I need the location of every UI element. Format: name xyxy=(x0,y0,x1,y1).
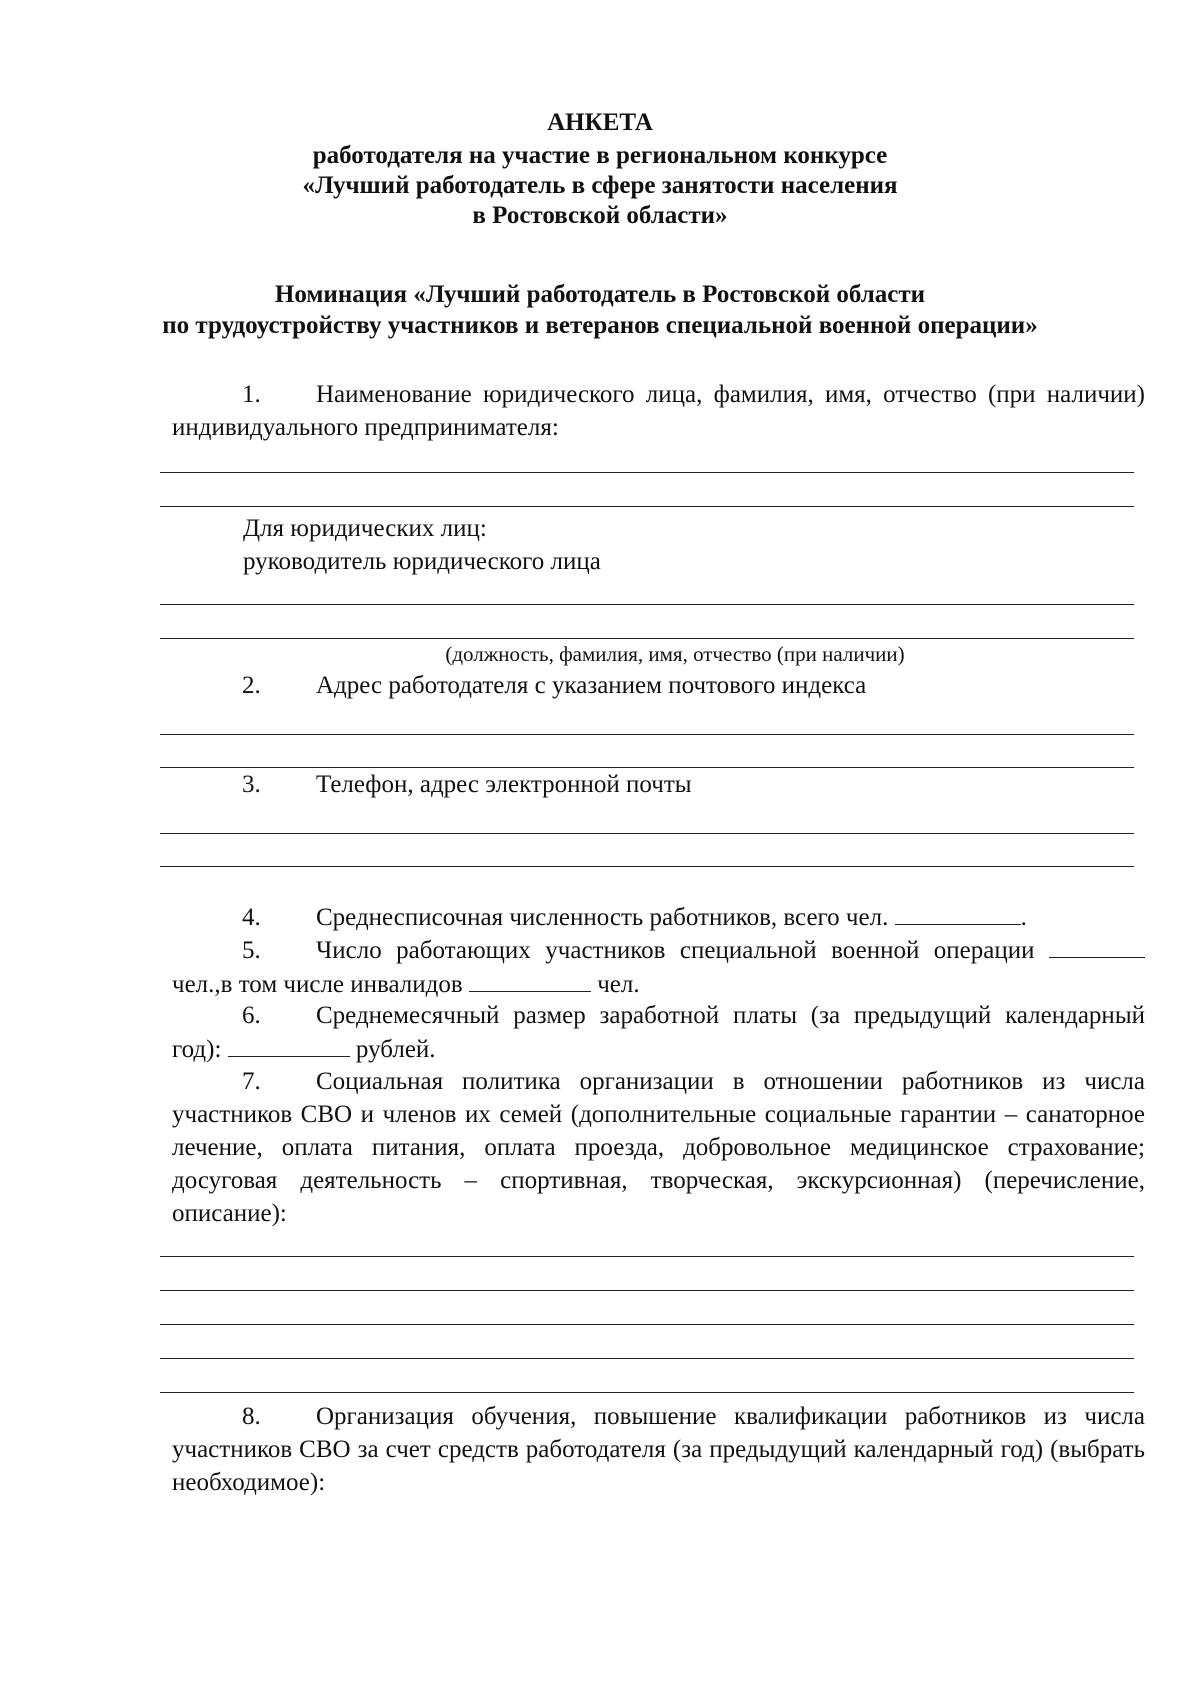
item-7 xyxy=(172,1065,1145,1230)
answer-line[interactable] xyxy=(160,1290,1134,1291)
item-7-text: Социальная политика организации в отношении работников из числа участников СВО и членов их семей (дополнительные социальные гарантии – санаторное лечение, оплата питания, оплата проезда, добровольное медицинское страхование; досуговая деятельность – спортивная, творческая, экскурсионная) (перечисление, описание): xyxy=(172,1068,1145,1227)
item-5-number: 5. xyxy=(242,937,261,964)
item-3 xyxy=(172,768,1145,801)
nomination-line2: по трудоустройству участников и ветеранов специальной военной операции» xyxy=(162,312,1038,339)
item-1 xyxy=(172,378,1145,444)
item-8-text: Организация обучения, повышение квалификации работников из числа участников СВО за счет средств работодателя (за предыдущий календарный год) (выбрать необходимое): xyxy=(172,1403,1145,1496)
document-subtitle-line3: в Ростовской области» xyxy=(472,202,728,229)
item-8 xyxy=(172,1400,1145,1499)
headcount-field[interactable] xyxy=(895,900,1021,925)
item-6-end: рублей. xyxy=(355,1036,436,1063)
item-5-text: Число работающих участников специальной военной операции xyxy=(316,937,1035,964)
item-4-text: Среднесписочная численность работников, всего чел. xyxy=(316,904,889,931)
answer-line[interactable] xyxy=(160,833,1134,834)
item-5-end: чел. xyxy=(597,971,640,998)
item-1-text: Наименование юридического лица, фамилия, имя, отчество (при наличии) индивидуального предпринимателя: xyxy=(172,381,1145,441)
disabled-count-field[interactable] xyxy=(469,967,591,992)
answer-line[interactable] xyxy=(160,1358,1134,1359)
item-6 xyxy=(172,999,1145,1066)
answer-line[interactable] xyxy=(160,638,1134,639)
item-8-number: 8. xyxy=(242,1403,261,1430)
item-2-text: Адрес работодателя с указанием почтового индекса xyxy=(316,672,867,699)
item-5-mid: чел.,в том числе инвалидов xyxy=(172,971,463,998)
answer-line[interactable] xyxy=(160,506,1134,507)
item-4-end: . xyxy=(1020,904,1027,931)
field-caption: (должность, фамилия, имя, отчество (при наличии) xyxy=(445,642,905,666)
item-6-text: Среднемесячный размер заработной платы (за предыдущий календарный год): xyxy=(172,1002,1145,1063)
item-4-number: 4. xyxy=(242,904,261,931)
item-1-number: 1. xyxy=(242,381,261,408)
legal-entity-head-label: руководитель юридического лица xyxy=(243,548,601,575)
answer-line[interactable] xyxy=(160,734,1134,735)
item-7-number: 7. xyxy=(242,1068,261,1095)
item-3-text: Телефон, адрес электронной почты xyxy=(316,771,692,798)
svo-participants-count-field[interactable] xyxy=(1049,933,1145,958)
answer-line[interactable] xyxy=(160,1324,1134,1325)
average-salary-field[interactable] xyxy=(228,1032,350,1057)
answer-line[interactable] xyxy=(160,472,1134,473)
item-5 xyxy=(172,933,1145,1001)
item-2 xyxy=(172,669,1145,702)
item-4 xyxy=(172,900,1145,934)
answer-line[interactable] xyxy=(160,1256,1134,1257)
document-subtitle-line2: «Лучший работодатель в сфере занятости населения xyxy=(302,172,898,199)
document-title: АНКЕТА xyxy=(547,109,653,136)
item-2-number: 2. xyxy=(242,672,261,699)
answer-line[interactable] xyxy=(160,604,1134,605)
document-subtitle-line1: работодателя на участие в региональном конкурсе xyxy=(312,142,888,169)
item-6-number: 6. xyxy=(242,1002,261,1029)
item-3-number: 3. xyxy=(242,771,261,798)
answer-line[interactable] xyxy=(160,1392,1134,1393)
answer-line[interactable] xyxy=(160,866,1134,867)
nomination-line1: Номинация «Лучший работодатель в Ростовской области xyxy=(274,281,926,308)
legal-entities-label: Для юридических лиц: xyxy=(243,515,487,542)
